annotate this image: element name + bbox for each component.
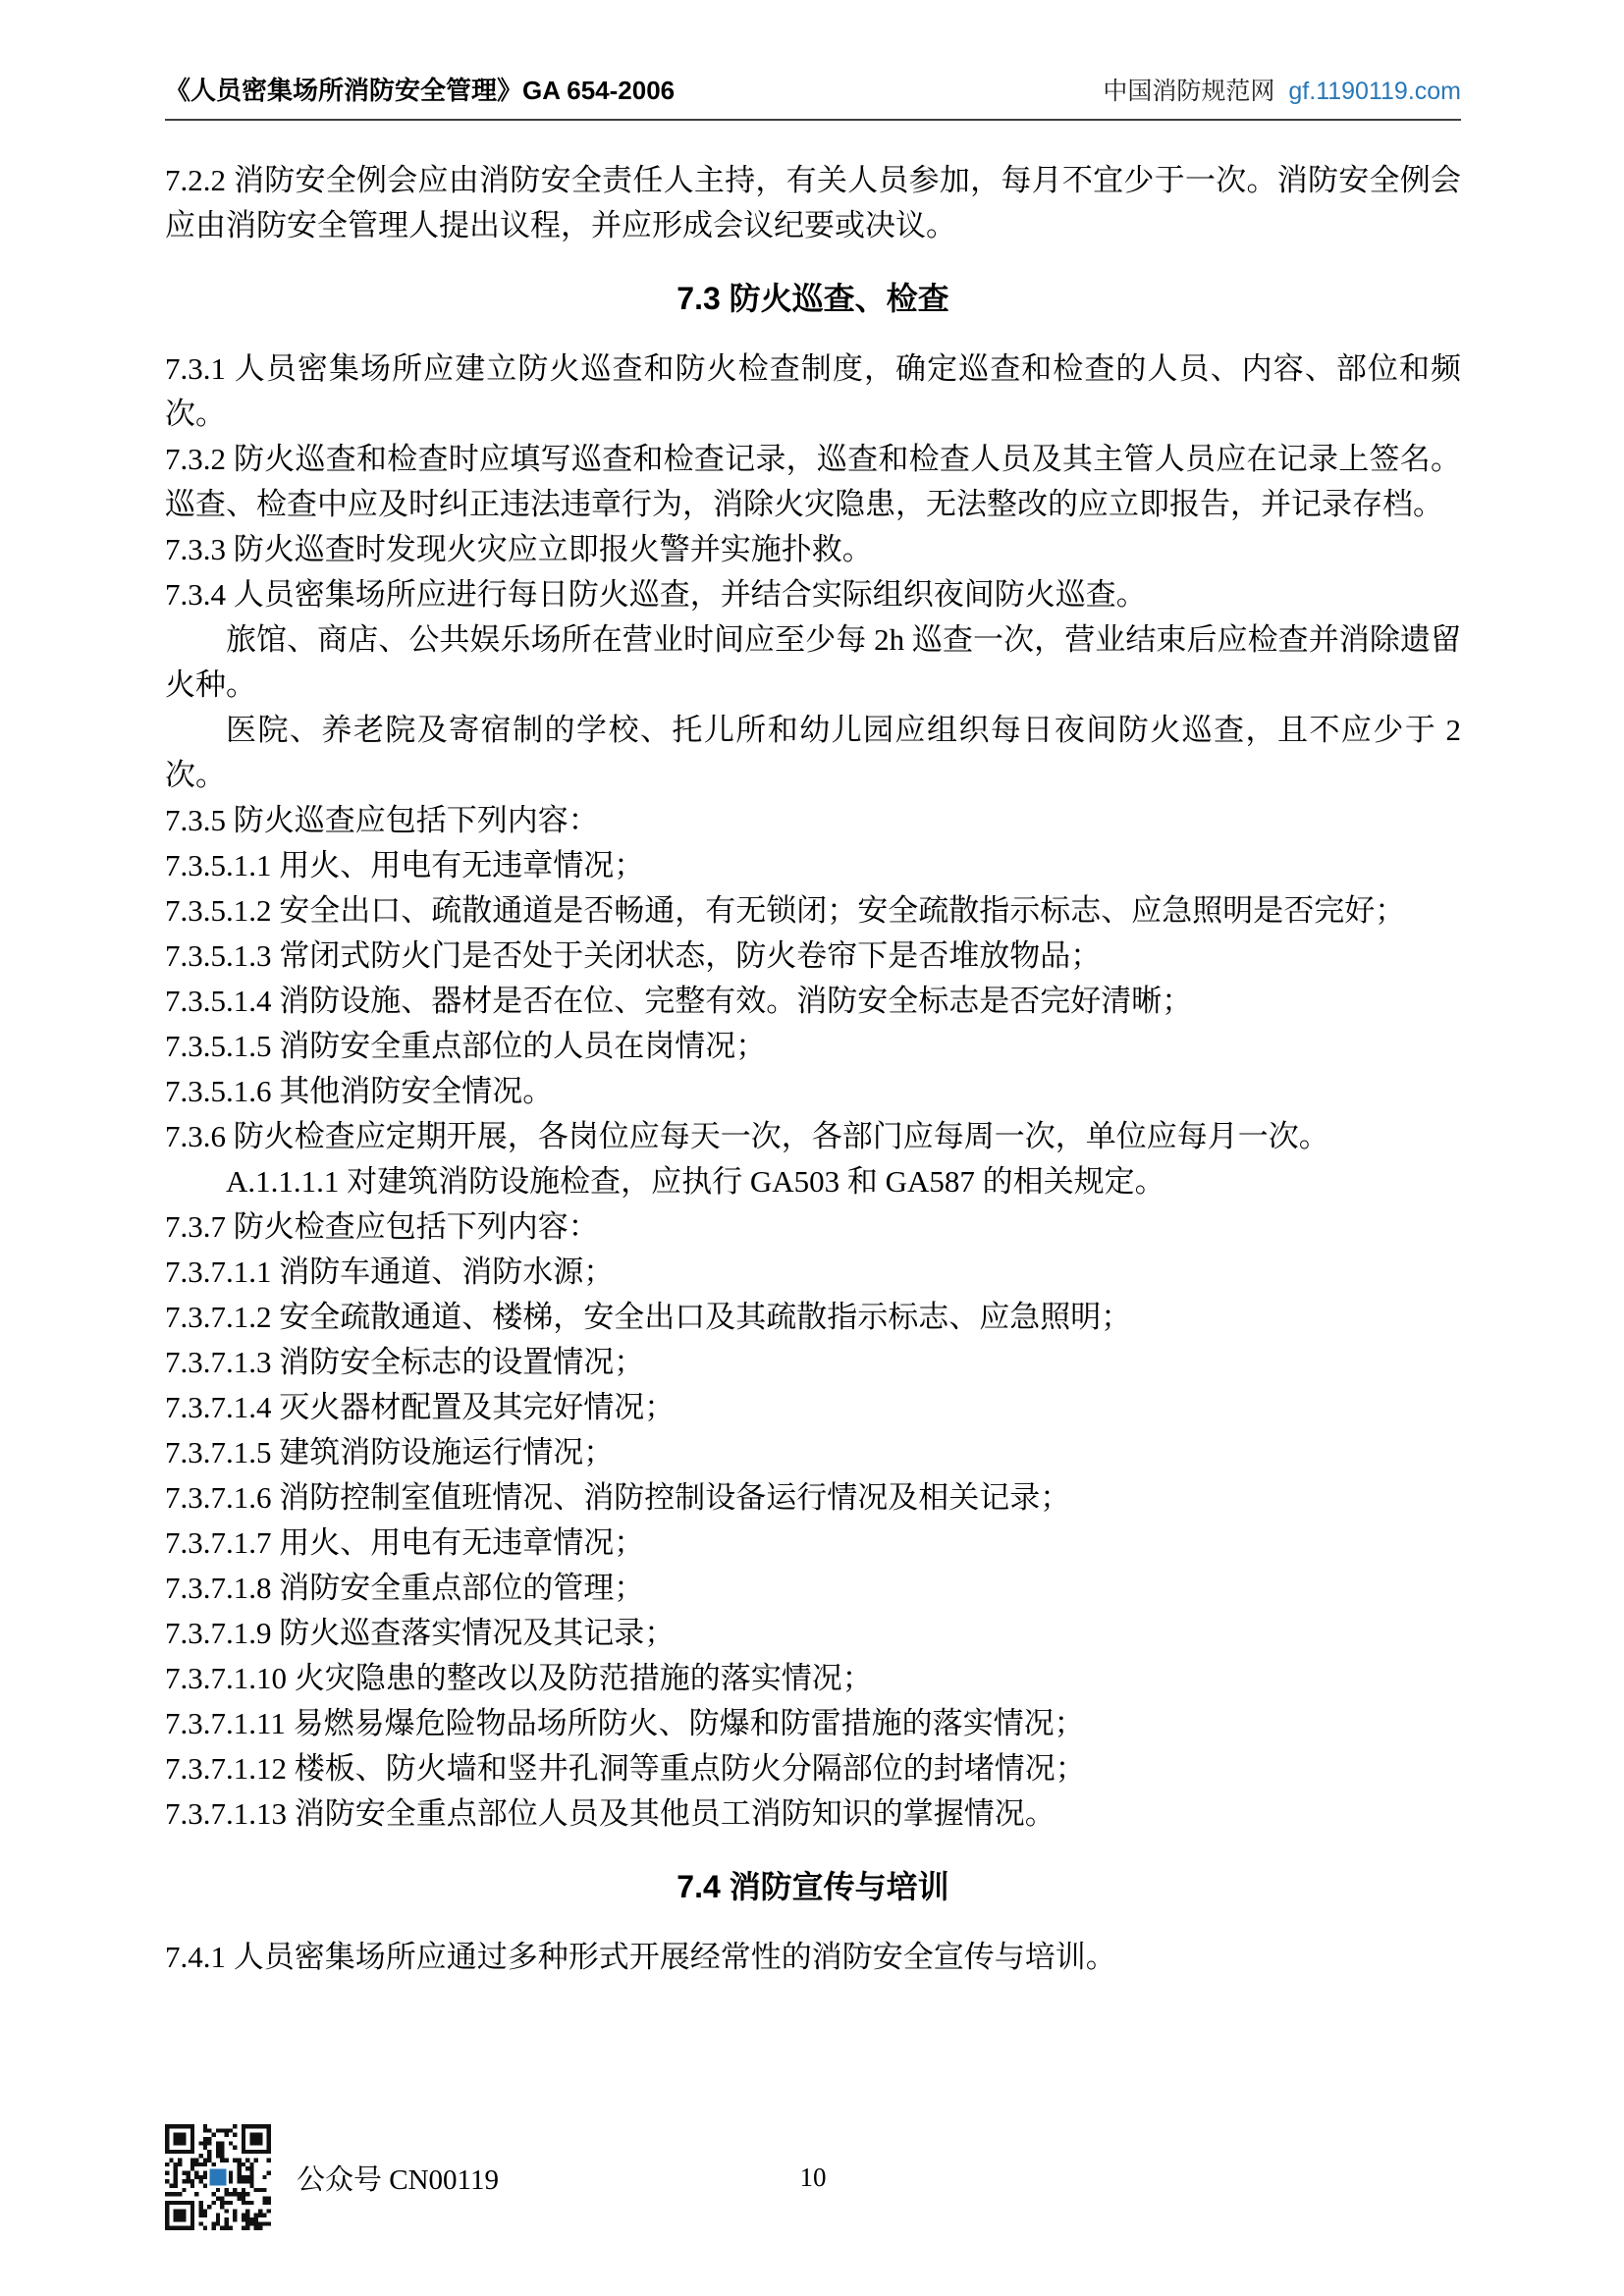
paragraph: 7.3.7 防火检查应包括下列内容： (165, 1209, 599, 1244)
paragraph: 7.3.2 防火巡查和检查时应填写巡查和检查记录，巡查和检查人员及其主管人员应在记录上签名。巡查、检查中应及时纠正违法违章行为，消除火灾隐患，无法整改的应立即报告，并记录存档。 (165, 442, 1461, 521)
paragraph: 医院、养老院及寄宿制的学校、托儿所和幼儿园应组织每日夜间防火巡查，且不应少于 2 次。 (165, 713, 1461, 792)
paragraph: 7.3.7.1.5 建筑消防设施运行情况； (165, 1435, 615, 1469)
paragraph: 7.3.7.1.11 易燃易爆危险物品场所防火、防爆和防雷措施的落实情况； (165, 1706, 1085, 1740)
paragraph: 7.3.5.1.3 常闭式防火门是否处于关闭状态，防火卷帘下是否堆放物品； (165, 938, 1102, 973)
paragraph: 7.4.1 人员密集场所应通过多种形式开展经常性的消防安全宣传与培训。 (165, 1940, 1116, 1974)
paragraph: 7.3.3 防火巡查时发现火灾应立即报火警并实施扑救。 (165, 532, 873, 566)
paragraph: 7.3.5 防火巡查应包括下列内容： (165, 803, 599, 837)
paragraph: 7.3.7.1.12 楼板、防火墙和竖井孔洞等重点防火分隔部位的封堵情况； (165, 1751, 1086, 1786)
paragraph: 7.3.7.1.7 用火、用电有无违章情况； (165, 1525, 645, 1560)
header-site-info (1103, 72, 1461, 107)
paragraph: 7.3.7.1.10 火灾隐患的整改以及防范措施的落实情况； (165, 1661, 873, 1695)
section-heading: 7.4 消防宣传与培训 (677, 1869, 949, 1904)
document-body (165, 158, 1461, 1980)
paragraph: 7.3.7.1.6 消防控制室值班情况、消防控制设备运行情况及相关记录； (165, 1480, 1071, 1515)
paragraph: 7.3.4 人员密集场所应进行每日防火巡查，并结合实际组织夜间防火巡查。 (165, 577, 1147, 612)
paragraph: 7.2.2 消防安全例会应由消防安全责任人主持，有关人员参加，每月不宜少于一次。消防安全例会应由消防安全管理人提出议程，并应形成会议纪要或决议。 (165, 163, 1461, 242)
paragraph: 7.3.7.1.13 消防安全重点部位人员及其他员工消防知识的掌握情况。 (165, 1796, 1056, 1831)
paragraph: 7.3.7.1.4 灭火器材配置及其完好情况； (165, 1390, 676, 1424)
paragraph: 7.3.5.1.5 消防安全重点部位的人员在岗情况； (165, 1029, 767, 1063)
paragraph: 7.3.5.1.2 安全出口、疏散通道是否畅通，有无锁闭；安全疏散指示标志、应急照明是否完好； (165, 893, 1406, 928)
page-header (165, 71, 1461, 121)
document-title: 《人员密集场所消防安全管理》GA 654-2006 (165, 76, 676, 105)
site-name: 中国消防规范网 (1103, 78, 1275, 105)
paragraph: A.1.1.1.1 对建筑消防设施检查，应执行 GA503 和 GA587 的相关规定。 (226, 1164, 1165, 1199)
paragraph: 7.3.7.1.2 安全疏散通道、楼梯，安全出口及其疏散指示标志、应急照明； (165, 1300, 1132, 1334)
site-link[interactable]: gf.1190119.com (1288, 78, 1461, 105)
section-heading: 7.3 防火巡查、检查 (677, 281, 949, 316)
paragraph: 旅馆、商店、公共娱乐场所在营业时间应至少每 2h 巡查一次，营业结束后应检查并消除遗留火种。 (165, 622, 1461, 702)
paragraph: 7.3.5.1.4 消防设施、器材是否在位、完整有效。消防安全标志是否完好清晰； (165, 984, 1193, 1018)
page-footer (165, 2121, 1461, 2233)
paragraph: 7.3.7.1.8 消防安全重点部位的管理； (165, 1571, 645, 1605)
paragraph: 7.3.1 人员密集场所应建立防火巡查和防火检查制度，确定巡查和检查的人员、内容、部位和频次。 (165, 351, 1461, 431)
paragraph: 7.3.5.1.1 用火、用电有无违章情况； (165, 848, 645, 882)
paragraph: 7.3.7.1.1 消防车通道、消防水源； (165, 1255, 615, 1289)
paragraph: 7.3.6 防火检查应定期开展，各岗位应每天一次，各部门应每周一次，单位应每月一次。 (165, 1119, 1329, 1153)
qr-label: 公众号 CN00119 (297, 2163, 499, 2196)
paragraph: 7.3.7.1.9 防火巡查落实情况及其记录； (165, 1616, 676, 1650)
qr-code-image (165, 2124, 271, 2230)
paragraph: 7.3.7.1.3 消防安全标志的设置情况； (165, 1345, 645, 1379)
paragraph: 7.3.5.1.6 其他消防安全情况。 (165, 1074, 554, 1108)
page-number: 10 (799, 2162, 827, 2192)
